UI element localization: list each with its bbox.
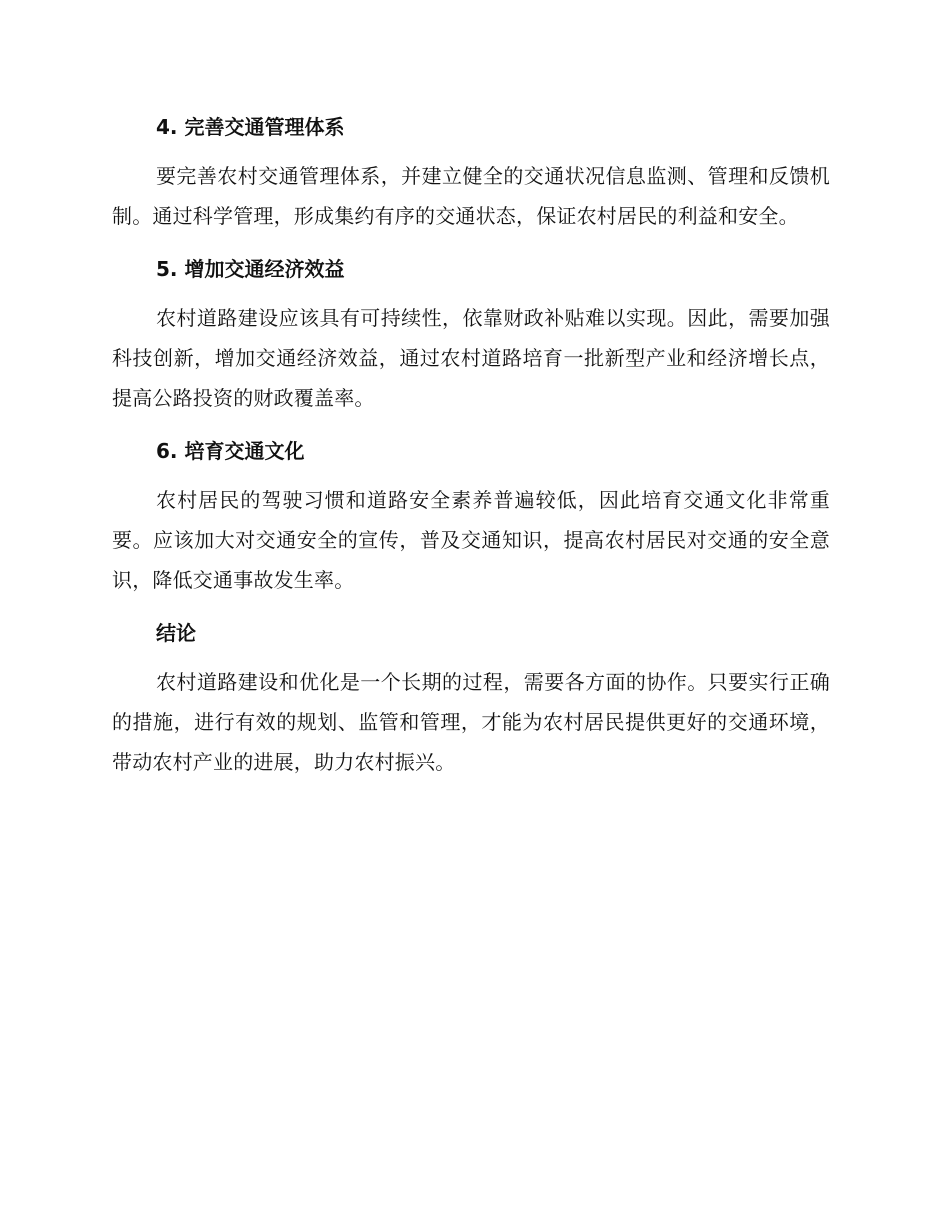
- section-paragraph: 农村居民的驾驶习惯和道路安全素养普遍较低，因此培育交通文化非常重要。应该加大对交通安全的宣传，普及交通知识，提高农村居民对交通的安全意识，降低交通事故发生率。: [112, 488, 830, 592]
- section-heading: 5. 增加交通经济效益: [156, 257, 345, 281]
- section-paragraph: 农村道路建设应该具有可持续性，依靠财政补贴难以实现。因此，需要加强科技创新，增加交通经济效益，通过农村道路培育一批新型产业和经济增长点，提高公路投资的财政覆盖率。: [112, 306, 830, 410]
- section-traffic-management: [112, 112, 830, 236]
- section-paragraph: 要完善农村交通管理体系，并建立健全的交通状况信息监测、管理和反馈机制。通过科学管理，形成集约有序的交通状态，保证农村居民的利益和安全。: [112, 164, 830, 228]
- section-conclusion: [112, 618, 830, 782]
- document-content: [112, 112, 830, 800]
- section-heading: 6. 培育交通文化: [156, 439, 305, 463]
- section-heading: 4. 完善交通管理体系: [156, 115, 345, 139]
- section-paragraph: 农村道路建设和优化是一个长期的过程，需要各方面的协作。只要实行正确的措施，进行有效的规划、监管和管理，才能为农村居民提供更好的交通环境，带动农村产业的进展，助力农村振兴。: [112, 670, 830, 774]
- section-heading: 结论: [156, 621, 196, 645]
- section-traffic-culture: [112, 436, 830, 600]
- section-economic-benefit: [112, 254, 830, 418]
